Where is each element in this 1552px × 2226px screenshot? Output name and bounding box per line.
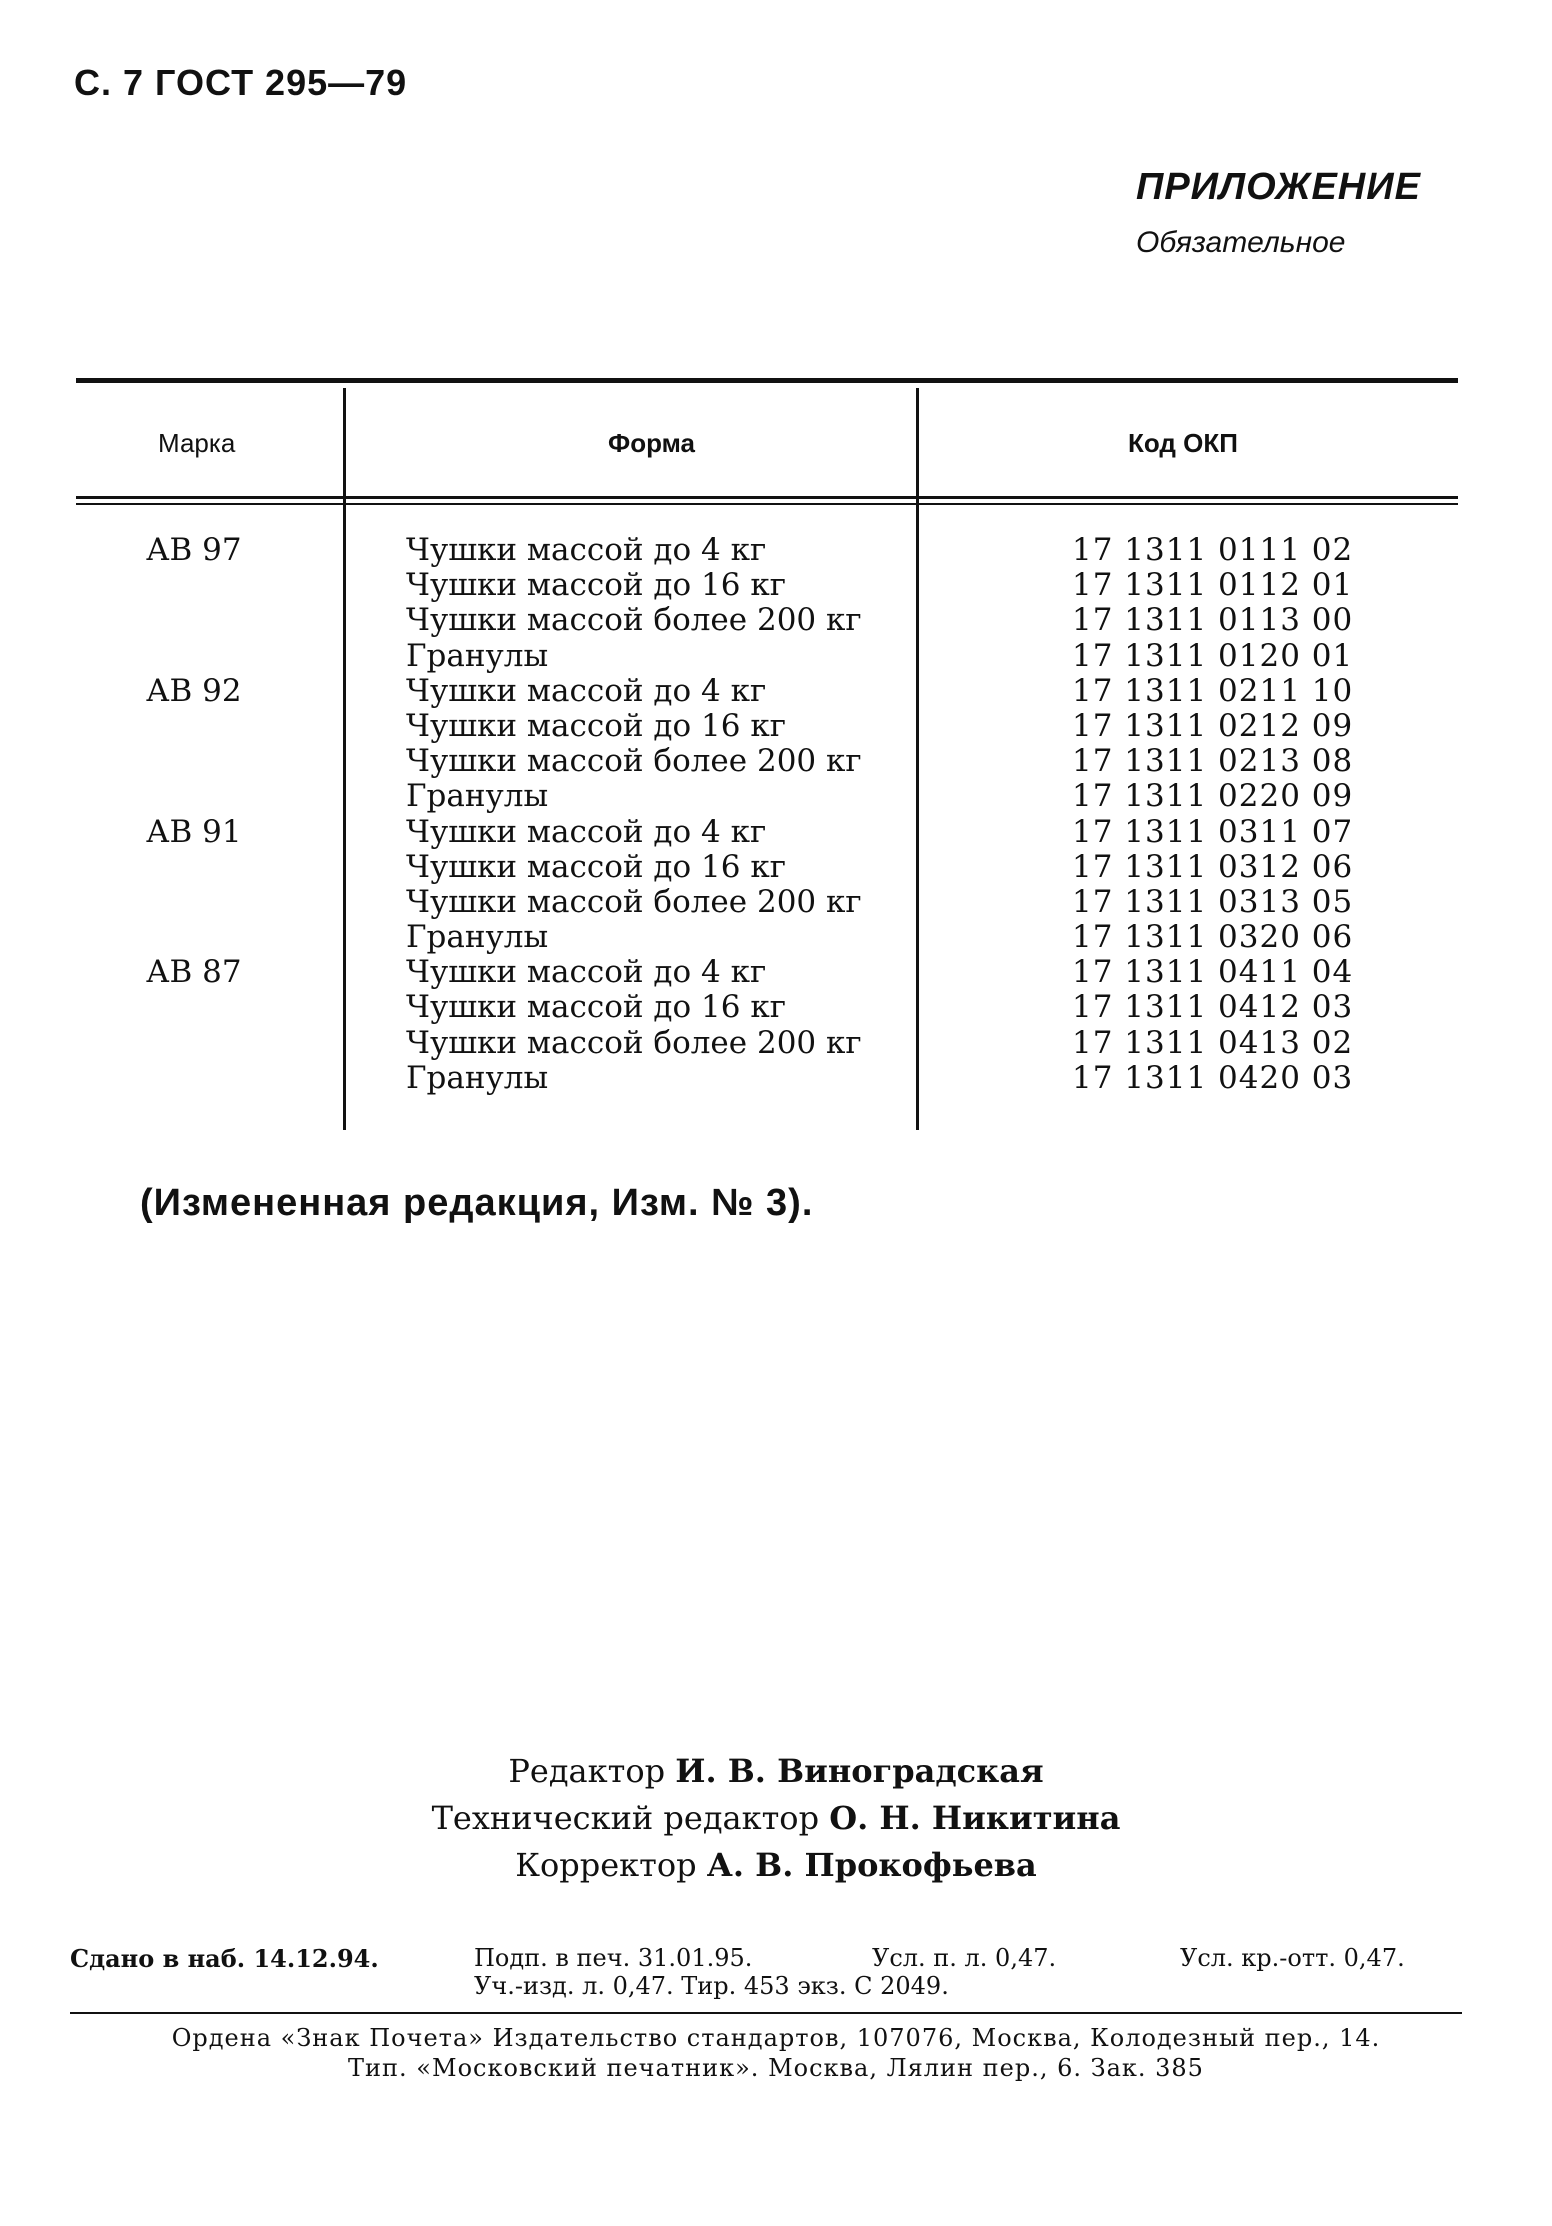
imprint-color-prints: Усл. кр.-отт. 0,47.: [1180, 1944, 1405, 1972]
table-row: [0, 744, 1552, 779]
table-row: [0, 815, 1552, 850]
credit-name: И. В. Виноградская: [675, 1752, 1044, 1790]
forma-cell: Гранулы: [406, 778, 549, 815]
forma-cell: Чушки массой до 4 кг: [406, 813, 767, 850]
table-header-rule-double: [76, 503, 1458, 505]
credit-label: Редактор: [508, 1752, 666, 1790]
table-row: [0, 639, 1552, 674]
credit-tech-editor: [0, 1799, 1552, 1837]
page-header: С. 7 ГОСТ 295—79: [74, 62, 408, 103]
forma-cell: Чушки массой до 4 кг: [406, 672, 767, 709]
kod-cell: 17 1311 0311 07: [1072, 813, 1354, 850]
forma-cell: Чушки массой до 16 кг: [406, 567, 786, 604]
table-row: [0, 1061, 1552, 1096]
imprint-submitted: Сдано в наб. 14.12.94.: [70, 1944, 379, 1973]
table-row: [0, 533, 1552, 568]
imprint-signed: Подп. в печ. 31.01.95.: [474, 1944, 753, 1972]
kod-cell: 17 1311 0120 01: [1072, 637, 1354, 674]
forma-cell: Чушки массой до 16 кг: [406, 707, 786, 744]
table-row: [0, 1026, 1552, 1061]
table-row: [0, 709, 1552, 744]
kod-cell: 17 1311 0111 02: [1072, 532, 1354, 568]
kod-cell: 17 1311 0213 08: [1072, 743, 1354, 780]
kod-cell: 17 1311 0313 05: [1072, 883, 1354, 920]
forma-cell: Гранулы: [406, 1059, 549, 1096]
marka-cell: АВ 91: [146, 813, 242, 850]
marka-cell: АВ 92: [146, 672, 242, 709]
kod-cell: 17 1311 0411 04: [1072, 954, 1354, 991]
credit-editor: [0, 1752, 1552, 1790]
kod-cell: 17 1311 0412 03: [1072, 989, 1354, 1026]
table-row: [0, 850, 1552, 885]
imprint-print-sheets: Усл. п. л. 0,47.: [872, 1944, 1057, 1972]
revision-note: (Измененная редакция, Изм. № 3).: [140, 1182, 814, 1224]
kod-cell: 17 1311 0420 03: [1072, 1059, 1354, 1096]
kod-cell: 17 1311 0212 09: [1072, 707, 1354, 744]
credit-name: А. В. Прокофьева: [706, 1846, 1037, 1884]
forma-cell: Чушки массой более 200 кг: [406, 602, 862, 639]
table-row: [0, 955, 1552, 990]
table-row: [0, 674, 1552, 709]
table-row: [0, 885, 1552, 920]
kod-cell: 17 1311 0320 06: [1072, 919, 1354, 956]
table-row: [0, 568, 1552, 603]
forma-cell: Чушки массой до 4 кг: [406, 532, 767, 568]
forma-cell: Чушки массой до 16 кг: [406, 848, 786, 885]
column-header-forma: Форма: [608, 428, 695, 458]
kod-cell: 17 1311 0211 10: [1072, 672, 1354, 709]
table-row: [0, 920, 1552, 955]
forma-cell: Гранулы: [406, 637, 549, 674]
kod-cell: 17 1311 0220 09: [1072, 778, 1354, 815]
credit-label: Корректор: [515, 1846, 697, 1884]
forma-cell: Гранулы: [406, 919, 549, 956]
table-header-rule: [76, 496, 1458, 499]
imprint-edition: Уч.-изд. л. 0,47. Тир. 453 экз. С 2049.: [474, 1972, 949, 2000]
footer-rule: [70, 2012, 1462, 2014]
credit-label: Технический редактор: [431, 1799, 820, 1837]
table-body: [0, 533, 1552, 1096]
imprint-printer: Тип. «Московский печатник». Москва, Лялин пер., 6. Зак. 385: [348, 2054, 1204, 2082]
kod-cell: 17 1311 0312 06: [1072, 848, 1354, 885]
table-row: [0, 603, 1552, 638]
forma-cell: Чушки массой более 200 кг: [406, 883, 862, 920]
forma-cell: Чушки массой более 200 кг: [406, 743, 862, 780]
table-row: [0, 990, 1552, 1025]
kod-cell: 17 1311 0413 02: [1072, 1024, 1354, 1061]
column-header-marka: Марка: [158, 428, 236, 458]
appendix-title: ПРИЛОЖЕНИЕ: [1136, 166, 1421, 208]
forma-cell: Чушки массой более 200 кг: [406, 1024, 862, 1061]
forma-cell: Чушки массой до 4 кг: [406, 954, 767, 991]
imprint-publisher: Ордена «Знак Почета» Издательство стандартов, 107076, Москва, Колодезный пер., 14.: [171, 2024, 1381, 2052]
credit-name: О. Н. Никитина: [829, 1799, 1121, 1837]
appendix-subtitle: Обязательное: [1136, 226, 1346, 259]
column-header-kod: Код ОКП: [1128, 428, 1238, 458]
table-row: [0, 779, 1552, 814]
kod-cell: 17 1311 0113 00: [1072, 602, 1354, 639]
table-top-rule: [76, 378, 1458, 383]
credit-proofreader: [0, 1846, 1552, 1884]
marka-cell: АВ 97: [146, 532, 242, 568]
kod-cell: 17 1311 0112 01: [1072, 567, 1354, 604]
marka-cell: АВ 87: [146, 954, 242, 991]
forma-cell: Чушки массой до 16 кг: [406, 989, 786, 1026]
